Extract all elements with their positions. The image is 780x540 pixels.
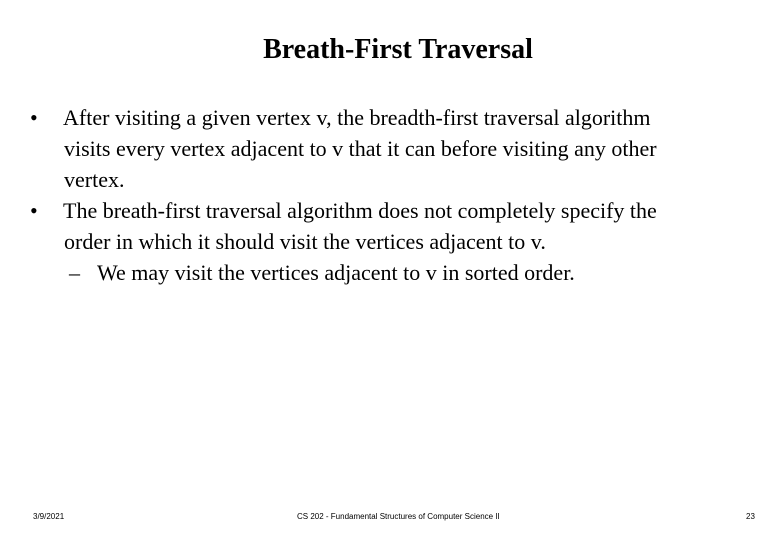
bullet-text-line: order in which it should visit the vertices adjacent to v.: [64, 229, 546, 254]
footer-date: 3/9/2021: [33, 512, 65, 521]
bullet-text-line: vertex.: [64, 167, 125, 192]
footer-page-number: 23: [746, 512, 755, 521]
bullet-text-line: visits every vertex adjacent to v that it can before visiting any other: [64, 136, 657, 161]
bullet-text-line: After visiting a given vertex v, the breadth-first traversal algorithm: [63, 105, 651, 130]
sub-bullet-item: [0, 257, 780, 288]
footer-course-title: CS 202 - Fundamental Structures of Computer Science II: [297, 512, 500, 521]
bullet-marker: •: [30, 198, 38, 223]
bullet-marker: •: [30, 105, 38, 130]
bullet-item: [0, 102, 780, 195]
slide-title: Breath-First Traversal: [263, 34, 533, 65]
sub-bullet-marker: –: [69, 260, 80, 285]
bullet-text-line: The breath-first traversal algorithm does not completely specify the: [63, 198, 657, 223]
slide-body: [0, 102, 780, 288]
bullet-item: [0, 195, 780, 257]
sub-bullet-text: We may visit the vertices adjacent to v in sorted order.: [97, 260, 575, 285]
